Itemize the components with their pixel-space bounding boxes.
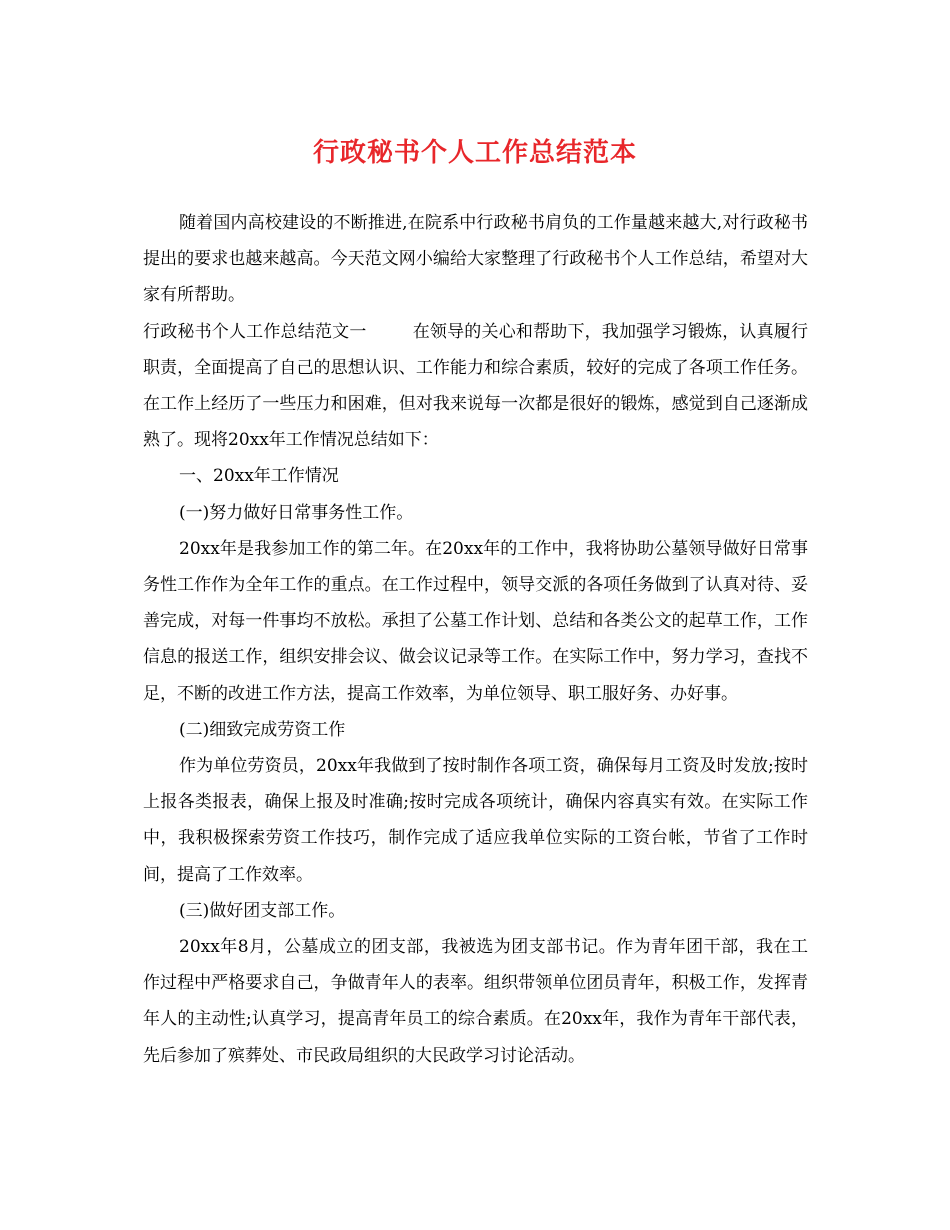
- body-paragraph: 20xx年8月，公墓成立的团支部，我被选为团支部书记。作为青年团干部，我在工作过程中严格要求自己，争做青年人的表率。组织带领单位团员青年，积极工作，发挥青年人的主动性;认真学习，提高青年员工的综合素质。在20xx年，我作为青年干部代表，先后参加了殡葬处、市民政局组织的大民政学习讨论活动。: [143, 937, 808, 1066]
- subsection-heading: (三)做好团支部工作。: [179, 900, 346, 921]
- sample-paragraph: [143, 314, 808, 459]
- subsection-heading: (一)努力做好日常事务性工作。: [179, 502, 414, 523]
- document-body: [143, 205, 808, 1074]
- body-paragraph: 20xx年是我参加工作的第二年。在20xx年的工作中，我将协助公墓领导做好日常事务性工作作为全年工作的重点。在工作过程中，领导交派的各项任务做到了认真对待、妥善完成，对每一件事均不放松。承担了公墓工作计划、总结和各类公文的起草工作，工作信息的报送工作，组织安排会议、做会议记录等工作。在实际工作中，努力学习，查找不足，不断的改进工作方法，提高工作效率，为单位领导、职工服好务、办好事。: [143, 538, 808, 704]
- sample-intro: 在领导的关心和帮助下，我加强学习锻炼，认真履行职责，全面提高了自己的思想认识、工作能力和综合素质，较好的完成了各项工作任务。在工作上经历了一些压力和困难，但对我来说每一次都是很好的锻炼，感觉到自己逐渐成熟了。现将20xx年工作情况总结如下：: [143, 321, 809, 451]
- body-paragraph: 作为单位劳资员，20xx年我做到了按时制作各项工资，确保每月工资及时发放;按时上报各类报表，确保上报及时准确;按时完成各项统计，确保内容真实有效。在实际工作中，我积极探索劳资工作技巧，制作完成了适应我单位实际的工资台帐，节省了工作时间，提高了工作效率。: [143, 756, 808, 885]
- document-title: 行政秘书个人工作总结范本: [312, 138, 637, 168]
- sample-heading: 行政秘书个人工作总结范文一: [143, 321, 367, 342]
- subsection-heading: (二)细致完成劳资工作: [179, 719, 346, 740]
- section-heading: 一、20xx年工作情况: [179, 466, 339, 487]
- intro-paragraph: 随着国内高校建设的不断推进,在院系中行政秘书肩负的工作量越来越大,对行政秘书提出的要求也越来越高。今天范文网小编给大家整理了行政秘书个人工作总结，希望对大家有所帮助。: [143, 213, 808, 306]
